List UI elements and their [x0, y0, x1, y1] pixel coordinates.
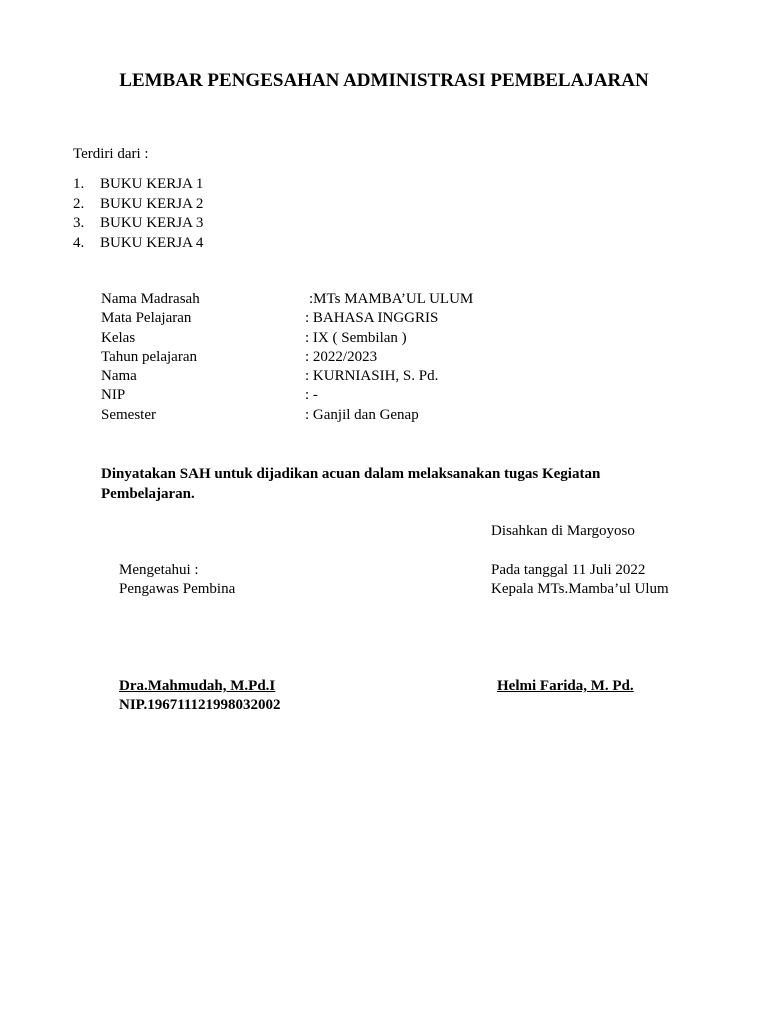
info-value: :MTs MAMBA’UL ULUM	[309, 291, 474, 307]
supervisor-role: Pengawas Pembina	[119, 581, 236, 597]
list-item	[73, 175, 203, 195]
list-item-number: 1.	[73, 176, 85, 192]
info-label: Tahun pelajaran	[101, 348, 197, 365]
info-value: : BAHASA INGGRIS	[305, 310, 439, 327]
info-label: Mata Pelajaran	[101, 310, 192, 327]
info-value: : KURNIASIH, S. Pd.	[305, 368, 439, 385]
head-role: Kepala MTs.Mamba’ul Ulum	[491, 581, 669, 597]
info-label: Kelas	[101, 329, 136, 346]
list-item	[73, 214, 203, 234]
list-item	[73, 195, 203, 215]
list-item-number: 3.	[73, 215, 85, 231]
document-list	[73, 175, 203, 253]
known-label: Mengetahui :	[119, 562, 199, 578]
list-item-number: 4.	[73, 234, 85, 251]
statement-line-1: Dinyatakan SAH untuk dijadikan acuan dalam melaksanakan tugas Kegiatan	[101, 466, 601, 482]
head-name: Helmi Farida, M. Pd.	[497, 678, 634, 694]
supervisor-nip: NIP.196711121998032002	[119, 697, 281, 713]
info-value: : Ganjil dan Genap	[305, 406, 419, 423]
list-item	[73, 234, 203, 254]
statement-line-2: Pembelajaran.	[101, 486, 195, 502]
info-label: Nama Madrasah	[101, 291, 200, 307]
list-item-text: BUKU KERJA 3	[100, 215, 204, 231]
approval-date: Pada tanggal 11 Juli 2022	[491, 562, 646, 578]
info-label: NIP	[101, 387, 126, 404]
list-item-number: 2.	[73, 195, 85, 212]
info-label: Semester	[101, 406, 156, 423]
list-item-text: BUKU KERJA 1	[100, 176, 204, 192]
page-title: LEMBAR PENGESAHAN ADMINISTRASI PEMBELAJARAN	[119, 70, 649, 91]
info-value: : 2022/2023	[305, 348, 378, 365]
intro-text: Terdiri dari :	[73, 146, 149, 162]
list-item-text: BUKU KERJA 2	[100, 195, 204, 212]
info-value: : IX ( Sembilan )	[305, 329, 407, 346]
supervisor-name: Dra.Mahmudah, M.Pd.I	[119, 678, 276, 694]
info-value: : -	[305, 387, 318, 404]
approval-place: Disahkan di Margoyoso	[491, 523, 635, 539]
list-item-text: BUKU KERJA 4	[100, 234, 204, 251]
info-label: Nama	[101, 368, 137, 385]
statement	[101, 464, 600, 504]
